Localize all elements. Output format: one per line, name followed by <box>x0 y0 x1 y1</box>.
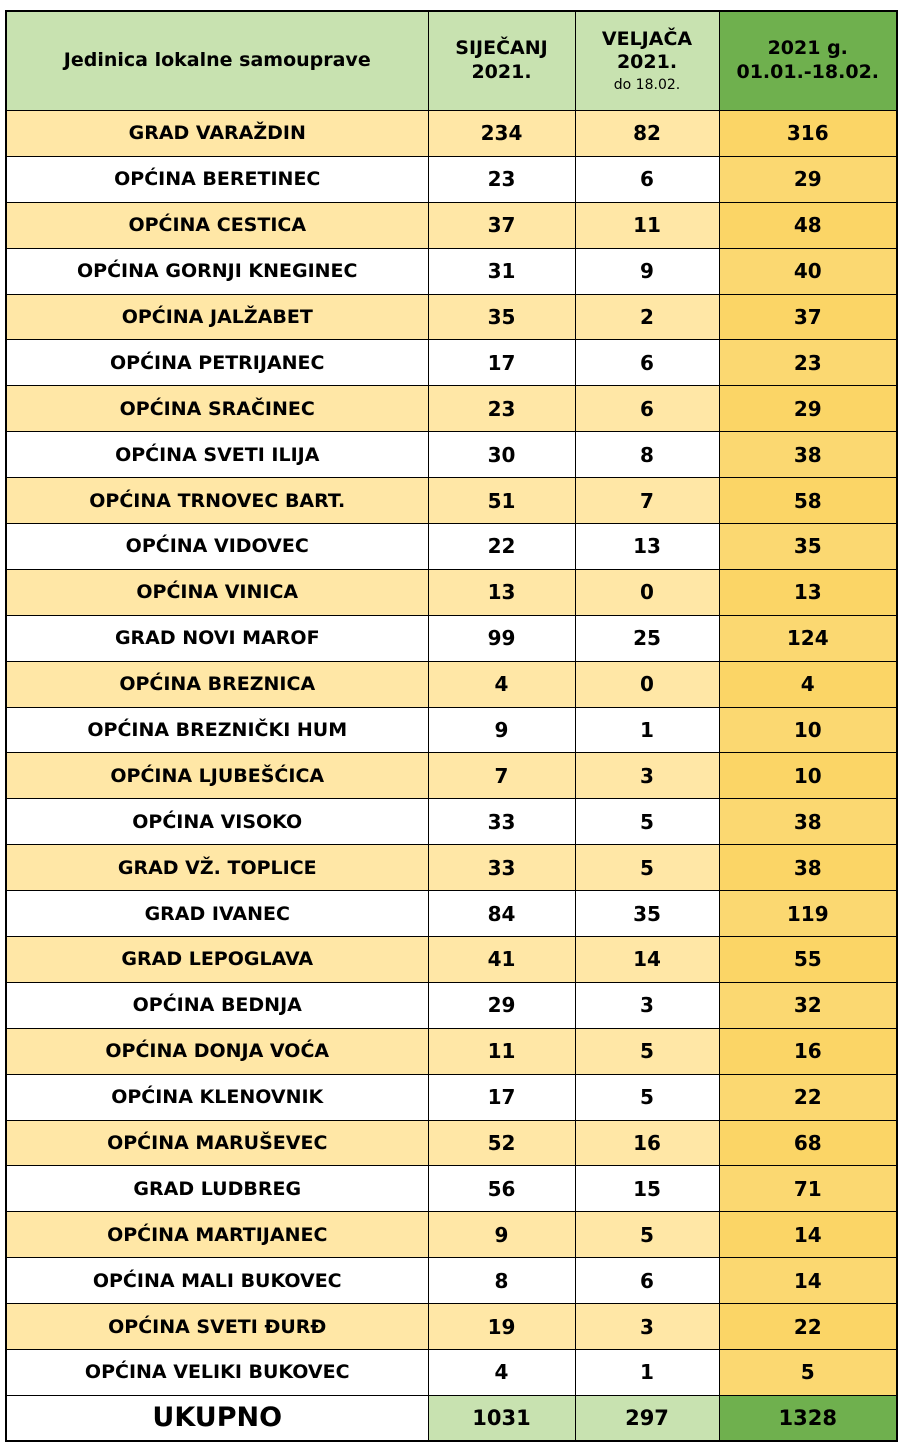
row-total-value: 37 <box>719 294 897 340</box>
row-feb-value: 3 <box>575 753 719 799</box>
data-table <box>5 10 898 1442</box>
row-feb-value: 15 <box>575 1166 719 1212</box>
table-row <box>6 799 897 845</box>
row-name: OPĆINA MALI BUKOVEC <box>6 1258 428 1304</box>
table-row <box>6 478 897 524</box>
row-total-value: 22 <box>719 1074 897 1120</box>
row-jan-value: 13 <box>428 569 575 615</box>
table-row <box>6 569 897 615</box>
table-row <box>6 248 897 294</box>
row-total-value: 29 <box>719 386 897 432</box>
row-jan-value: 17 <box>428 340 575 386</box>
row-name: OPĆINA SRAČINEC <box>6 386 428 432</box>
table-row <box>6 340 897 386</box>
row-name: OPĆINA KLENOVNIK <box>6 1074 428 1120</box>
row-total-value: 40 <box>719 248 897 294</box>
row-jan-value: 51 <box>428 478 575 524</box>
row-feb-value: 7 <box>575 478 719 524</box>
row-feb-value: 3 <box>575 1304 719 1350</box>
row-total-value: 35 <box>719 524 897 570</box>
header-tot-line1: 2021 g. <box>767 37 848 60</box>
row-feb-value: 1 <box>575 707 719 753</box>
row-name: OPĆINA BEDNJA <box>6 982 428 1028</box>
row-jan-value: 9 <box>428 1212 575 1258</box>
row-name: OPĆINA VIDOVEC <box>6 524 428 570</box>
row-total-value: 32 <box>719 982 897 1028</box>
row-jan-value: 4 <box>428 1350 575 1396</box>
row-feb-value: 16 <box>575 1120 719 1166</box>
row-name: OPĆINA BREZNICA <box>6 661 428 707</box>
row-jan-value: 8 <box>428 1258 575 1304</box>
row-feb-value: 25 <box>575 615 719 661</box>
row-feb-value: 1 <box>575 1350 719 1396</box>
header-feb-line1: VELJAČA <box>601 27 693 50</box>
row-total-value: 71 <box>719 1166 897 1212</box>
table-row <box>6 615 897 661</box>
header-name-label: Jedinica lokalne samouprave <box>63 49 371 72</box>
row-jan-value: 35 <box>428 294 575 340</box>
row-jan-value: 33 <box>428 799 575 845</box>
row-total-value: 38 <box>719 432 897 478</box>
row-total-value: 16 <box>719 1028 897 1074</box>
header-feb-line3: do 18.02. <box>613 77 681 93</box>
row-jan-value: 9 <box>428 707 575 753</box>
total-label: UKUPNO <box>6 1395 428 1441</box>
row-feb-value: 5 <box>575 1074 719 1120</box>
row-name: OPĆINA PETRIJANEC <box>6 340 428 386</box>
table-row <box>6 753 897 799</box>
row-name: OPĆINA VELIKI BUKOVEC <box>6 1350 428 1396</box>
total-sum: 1328 <box>719 1395 897 1441</box>
row-feb-value: 82 <box>575 111 719 157</box>
row-total-value: 14 <box>719 1258 897 1304</box>
row-feb-value: 6 <box>575 1258 719 1304</box>
row-name: OPĆINA VINICA <box>6 569 428 615</box>
row-total-value: 316 <box>719 111 897 157</box>
row-jan-value: 41 <box>428 937 575 983</box>
row-feb-value: 6 <box>575 386 719 432</box>
row-total-value: 119 <box>719 891 897 937</box>
row-jan-value: 7 <box>428 753 575 799</box>
row-name: OPĆINA VISOKO <box>6 799 428 845</box>
row-name: OPĆINA TRNOVEC BART. <box>6 478 428 524</box>
row-jan-value: 31 <box>428 248 575 294</box>
row-name: GRAD VŽ. TOPLICE <box>6 845 428 891</box>
row-total-value: 23 <box>719 340 897 386</box>
total-row <box>6 1395 897 1441</box>
header-total <box>719 11 897 111</box>
row-jan-value: 234 <box>428 111 575 157</box>
row-feb-value: 8 <box>575 432 719 478</box>
row-total-value: 13 <box>719 569 897 615</box>
row-jan-value: 52 <box>428 1120 575 1166</box>
total-jan: 1031 <box>428 1395 575 1441</box>
row-total-value: 48 <box>719 202 897 248</box>
row-jan-value: 29 <box>428 982 575 1028</box>
row-name: GRAD VARAŽDIN <box>6 111 428 157</box>
table-row <box>6 1350 897 1396</box>
row-feb-value: 5 <box>575 845 719 891</box>
row-total-value: 38 <box>719 799 897 845</box>
row-name: OPĆINA JALŽABET <box>6 294 428 340</box>
row-total-value: 10 <box>719 753 897 799</box>
row-feb-value: 35 <box>575 891 719 937</box>
row-total-value: 68 <box>719 1120 897 1166</box>
row-feb-value: 0 <box>575 569 719 615</box>
row-name: OPĆINA SVETI ILIJA <box>6 432 428 478</box>
row-name: GRAD LEPOGLAVA <box>6 937 428 983</box>
table-row <box>6 1028 897 1074</box>
header-feb-line2: 2021. <box>616 51 678 74</box>
row-name: GRAD IVANEC <box>6 891 428 937</box>
table-row <box>6 891 897 937</box>
total-feb: 297 <box>575 1395 719 1441</box>
row-jan-value: 56 <box>428 1166 575 1212</box>
row-total-value: 29 <box>719 156 897 202</box>
row-name: OPĆINA BREZNIČKI HUM <box>6 707 428 753</box>
row-name: OPĆINA MARUŠEVEC <box>6 1120 428 1166</box>
table-row <box>6 1120 897 1166</box>
row-name: OPĆINA MARTIJANEC <box>6 1212 428 1258</box>
row-name: OPĆINA GORNJI KNEGINEC <box>6 248 428 294</box>
row-jan-value: 23 <box>428 156 575 202</box>
row-feb-value: 0 <box>575 661 719 707</box>
table-row <box>6 294 897 340</box>
row-total-value: 14 <box>719 1212 897 1258</box>
row-name: OPĆINA LJUBEŠĆICA <box>6 753 428 799</box>
row-jan-value: 37 <box>428 202 575 248</box>
row-total-value: 55 <box>719 937 897 983</box>
row-total-value: 10 <box>719 707 897 753</box>
table-row <box>6 1212 897 1258</box>
header-row <box>6 11 897 111</box>
row-name: GRAD LUDBREG <box>6 1166 428 1212</box>
table-row <box>6 1074 897 1120</box>
row-jan-value: 17 <box>428 1074 575 1120</box>
row-jan-value: 22 <box>428 524 575 570</box>
table-row <box>6 1258 897 1304</box>
header-jan <box>428 11 575 111</box>
row-name: OPĆINA BERETINEC <box>6 156 428 202</box>
row-feb-value: 9 <box>575 248 719 294</box>
row-total-value: 22 <box>719 1304 897 1350</box>
table-row <box>6 982 897 1028</box>
table-row <box>6 386 897 432</box>
row-feb-value: 5 <box>575 1028 719 1074</box>
row-jan-value: 84 <box>428 891 575 937</box>
row-name: GRAD NOVI MAROF <box>6 615 428 661</box>
row-jan-value: 4 <box>428 661 575 707</box>
table-row <box>6 937 897 983</box>
header-feb <box>575 11 719 111</box>
row-name: OPĆINA CESTICA <box>6 202 428 248</box>
table-row <box>6 202 897 248</box>
row-total-value: 4 <box>719 661 897 707</box>
row-name: OPĆINA DONJA VOĆA <box>6 1028 428 1074</box>
row-jan-value: 33 <box>428 845 575 891</box>
header-name <box>6 11 428 111</box>
row-feb-value: 11 <box>575 202 719 248</box>
table-row <box>6 661 897 707</box>
row-total-value: 5 <box>719 1350 897 1396</box>
row-name: OPĆINA SVETI ĐURĐ <box>6 1304 428 1350</box>
table-row <box>6 156 897 202</box>
row-jan-value: 11 <box>428 1028 575 1074</box>
table-row <box>6 524 897 570</box>
table-row <box>6 111 897 157</box>
row-jan-value: 30 <box>428 432 575 478</box>
row-jan-value: 23 <box>428 386 575 432</box>
header-jan-line2: 2021. <box>471 61 532 83</box>
row-jan-value: 99 <box>428 615 575 661</box>
row-feb-value: 6 <box>575 340 719 386</box>
row-feb-value: 2 <box>575 294 719 340</box>
row-feb-value: 5 <box>575 1212 719 1258</box>
row-feb-value: 13 <box>575 524 719 570</box>
header-tot-line2: 01.01.-18.02. <box>736 61 880 83</box>
row-total-value: 58 <box>719 478 897 524</box>
row-jan-value: 19 <box>428 1304 575 1350</box>
row-total-value: 38 <box>719 845 897 891</box>
header-jan-line1: SIJEČANJ <box>455 37 548 60</box>
row-total-value: 124 <box>719 615 897 661</box>
row-feb-value: 6 <box>575 156 719 202</box>
table-row <box>6 845 897 891</box>
row-feb-value: 5 <box>575 799 719 845</box>
table-row <box>6 707 897 753</box>
table-row <box>6 432 897 478</box>
table-row <box>6 1166 897 1212</box>
table-row <box>6 1304 897 1350</box>
row-feb-value: 3 <box>575 982 719 1028</box>
row-feb-value: 14 <box>575 937 719 983</box>
